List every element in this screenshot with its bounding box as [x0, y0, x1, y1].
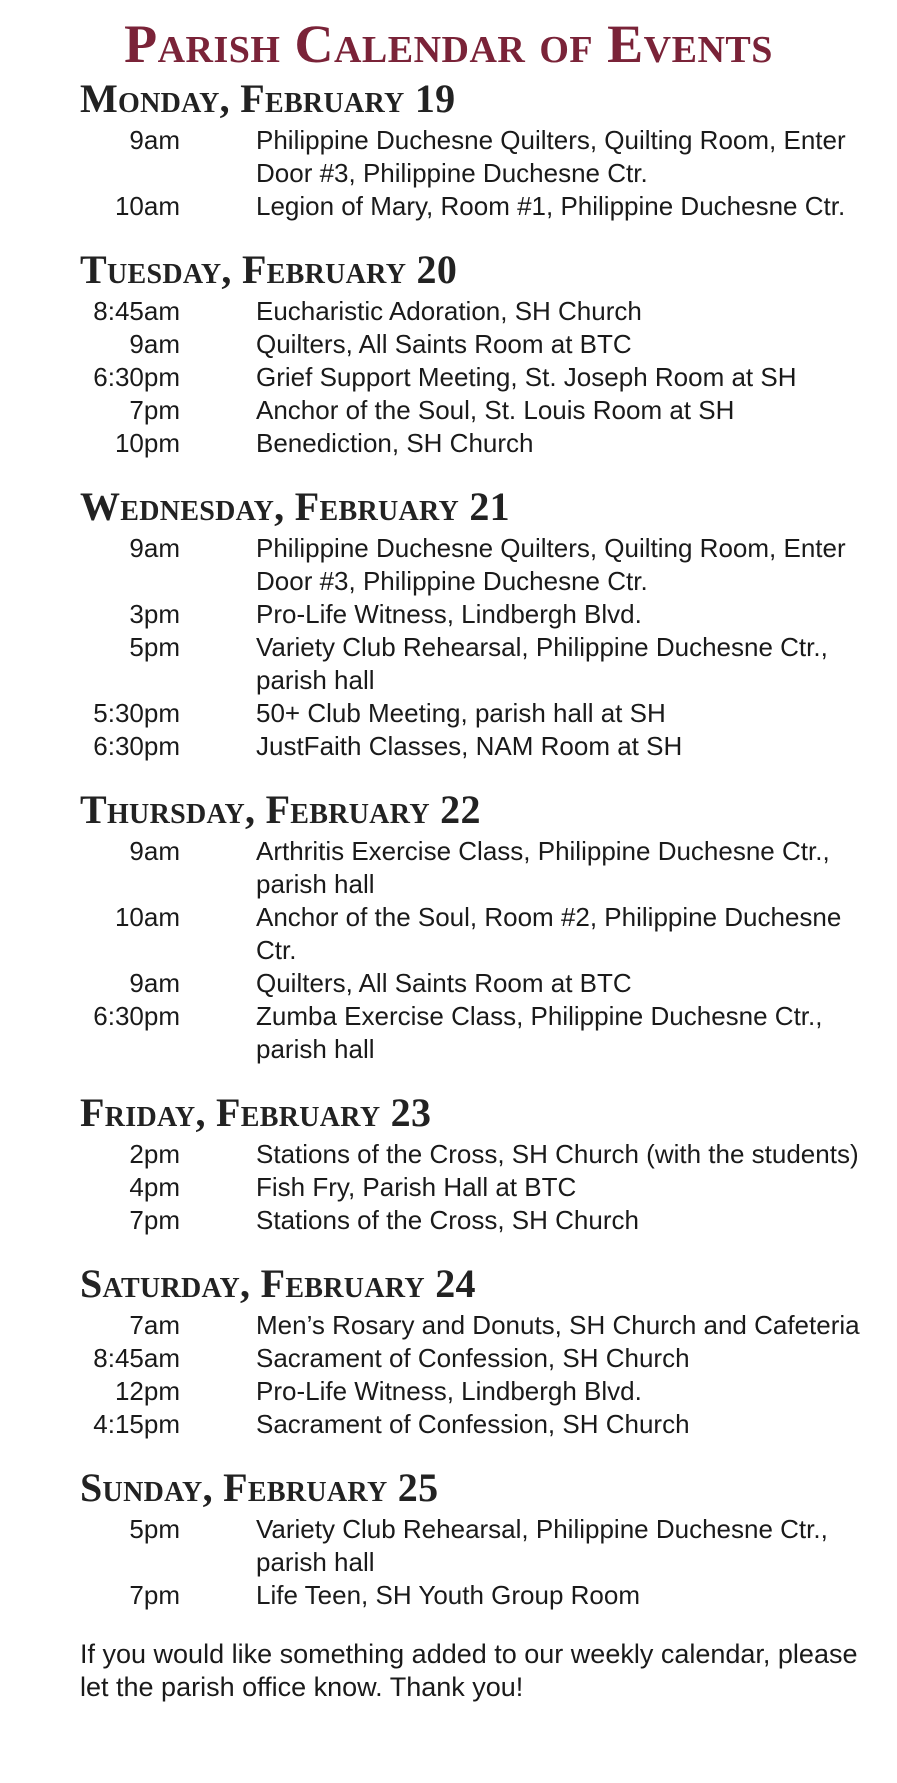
event-time: 2pm: [129, 1139, 180, 1169]
event-description: 50+ Club Meeting, parish hall at SH: [256, 698, 666, 728]
page-title: Parish Calendar of Events: [124, 14, 773, 74]
event-row: [80, 967, 880, 1000]
event-description: Life Teen, SH Youth Group Room: [256, 1580, 640, 1610]
event-description: Quilters, All Saints Room at BTC: [256, 968, 632, 998]
day-heading: Saturday, February 24: [80, 1261, 476, 1306]
event-time: 5:30pm: [93, 698, 180, 728]
event-row: [80, 697, 880, 730]
event-time: 5pm: [129, 1514, 180, 1544]
event-time: 10am: [114, 191, 180, 221]
days-list: [80, 78, 880, 1612]
day-heading: Monday, February 19: [80, 76, 456, 121]
event-description: Anchor of the Soul, Room #2, Philippine Duchesne Ctr.: [256, 902, 842, 965]
event-row: [80, 835, 880, 901]
event-row: [80, 1375, 880, 1408]
event-time: 4:15pm: [93, 1409, 180, 1439]
day-heading: Wednesday, February 21: [80, 484, 510, 529]
event-row: [80, 1171, 880, 1204]
event-time: 7am: [129, 1310, 180, 1340]
event-description: Sacrament of Confession, SH Church: [256, 1409, 690, 1439]
event-row: [80, 532, 880, 598]
event-time: 12pm: [114, 1376, 180, 1406]
day-heading: Friday, February 23: [80, 1090, 432, 1135]
event-row: [80, 1342, 880, 1375]
event-row: [80, 394, 880, 427]
calendar-content: [80, 78, 880, 1704]
event-time: 10am: [114, 902, 180, 932]
event-row: [80, 1513, 880, 1579]
event-time: 9am: [129, 125, 180, 155]
event-row: [80, 730, 880, 763]
event-description: Arthritis Exercise Class, Philippine Duchesne Ctr., parish hall: [256, 836, 830, 899]
day-section: [80, 789, 880, 1066]
event-row: [80, 1408, 880, 1441]
event-row: [80, 190, 880, 223]
day-heading: Tuesday, February 20: [80, 247, 458, 292]
event-row: [80, 598, 880, 631]
event-description: Zumba Exercise Class, Philippine Duchesne Ctr., parish hall: [256, 1001, 823, 1064]
day-heading: Sunday, February 25: [80, 1465, 439, 1510]
event-description: Pro-Life Witness, Lindbergh Blvd.: [256, 599, 642, 629]
event-row: [80, 1579, 880, 1612]
event-time: 10pm: [114, 428, 180, 458]
event-description: Sacrament of Confession, SH Church: [256, 1343, 690, 1373]
event-description: Philippine Duchesne Quilters, Quilting Room, Enter Door #3, Philippine Duchesne Ctr.: [256, 125, 846, 188]
day-section: [80, 1092, 880, 1237]
event-description: Anchor of the Soul, St. Louis Room at SH: [256, 395, 735, 425]
day-section: [80, 486, 880, 763]
event-description: JustFaith Classes, NAM Room at SH: [256, 731, 683, 761]
event-time: 7pm: [129, 395, 180, 425]
event-time: 3pm: [129, 599, 180, 629]
event-description: Benediction, SH Church: [256, 428, 534, 458]
event-description: Eucharistic Adoration, SH Church: [256, 296, 642, 326]
event-time: 6:30pm: [93, 362, 180, 392]
event-row: [80, 427, 880, 460]
event-time: 7pm: [129, 1205, 180, 1235]
event-row: [80, 124, 880, 190]
event-description: Stations of the Cross, SH Church (with the students): [256, 1139, 859, 1169]
day-section: [80, 1263, 880, 1441]
event-row: [80, 361, 880, 394]
event-row: [80, 1309, 880, 1342]
day-section: [80, 1467, 880, 1612]
event-row: [80, 631, 880, 697]
event-row: [80, 1204, 880, 1237]
event-description: Men’s Rosary and Donuts, SH Church and Cafeteria: [256, 1310, 860, 1340]
event-description: Variety Club Rehearsal, Philippine Duchesne Ctr., parish hall: [256, 1514, 828, 1577]
event-description: Philippine Duchesne Quilters, Quilting Room, Enter Door #3, Philippine Duchesne Ctr.: [256, 533, 846, 596]
event-row: [80, 1138, 880, 1171]
event-description: Stations of the Cross, SH Church: [256, 1205, 639, 1235]
event-time: 9am: [129, 968, 180, 998]
event-time: 6:30pm: [93, 1001, 180, 1031]
event-description: Fish Fry, Parish Hall at BTC: [256, 1172, 577, 1202]
event-description: Grief Support Meeting, St. Joseph Room at SH: [256, 362, 797, 392]
event-row: [80, 328, 880, 361]
event-time: 9am: [129, 836, 180, 866]
event-time: 8:45am: [93, 1343, 180, 1373]
event-time: 9am: [129, 329, 180, 359]
event-row: [80, 295, 880, 328]
day-section: [80, 78, 880, 223]
event-description: Variety Club Rehearsal, Philippine Duchesne Ctr., parish hall: [256, 632, 828, 695]
event-time: 5pm: [129, 632, 180, 662]
day-heading: Thursday, February 22: [80, 787, 481, 832]
event-time: 4pm: [129, 1172, 180, 1202]
event-description: Pro-Life Witness, Lindbergh Blvd.: [256, 1376, 642, 1406]
event-time: 7pm: [129, 1580, 180, 1610]
event-description: Quilters, All Saints Room at BTC: [256, 329, 632, 359]
event-time: 6:30pm: [93, 731, 180, 761]
footer-note: If you would like something added to our weekly calendar, please let the parish office know. Thank you!: [80, 1639, 858, 1702]
event-time: 8:45am: [93, 296, 180, 326]
event-description: Legion of Mary, Room #1, Philippine Duchesne Ctr.: [256, 191, 846, 221]
day-section: [80, 249, 880, 460]
event-row: [80, 1000, 880, 1066]
event-time: 9am: [129, 533, 180, 563]
event-row: [80, 901, 880, 967]
